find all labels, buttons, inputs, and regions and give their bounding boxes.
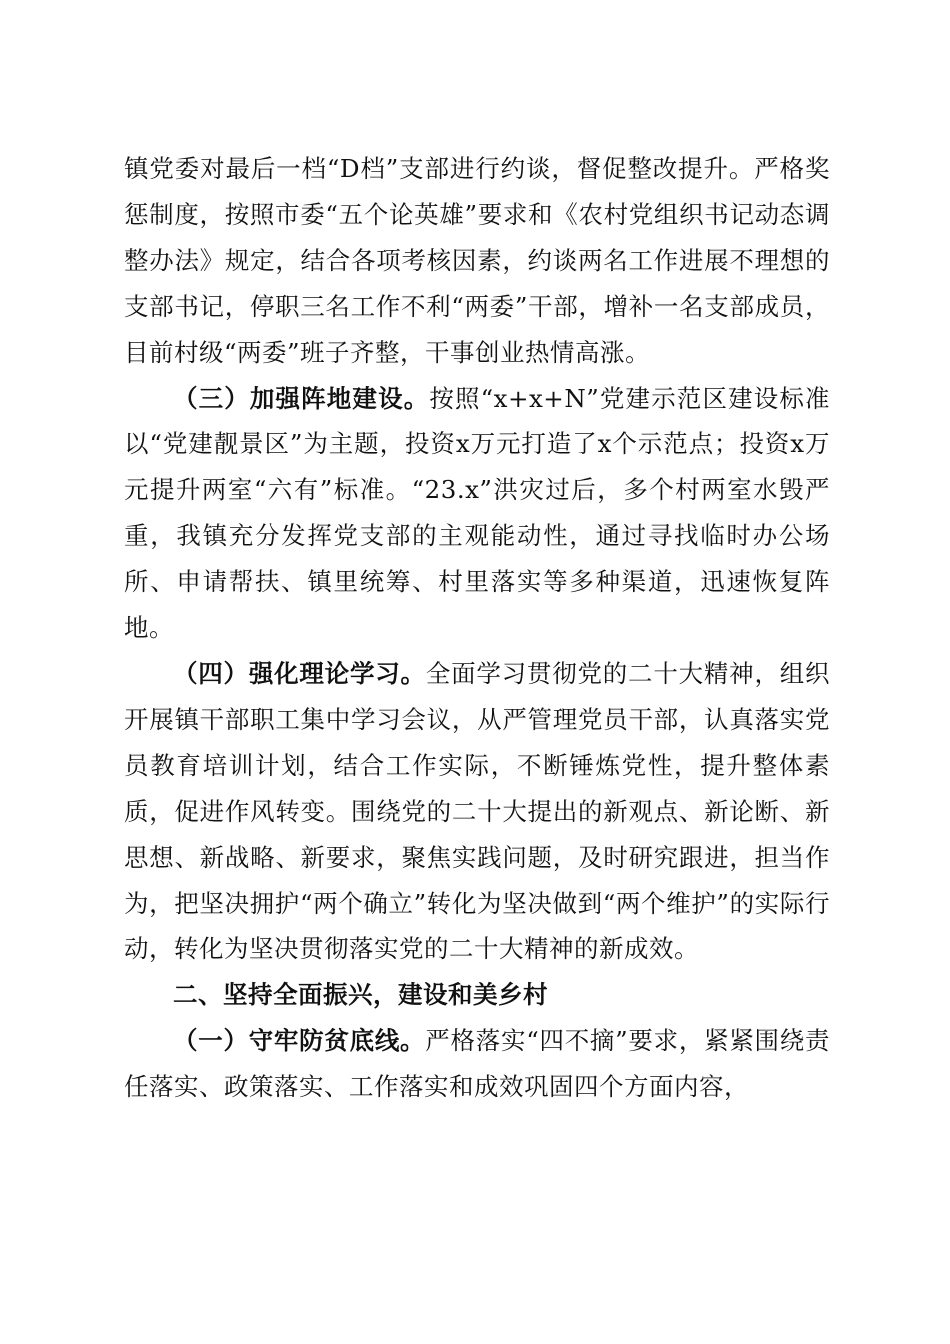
section-heading: 二、坚持全面振兴，建设和美乡村 [173,980,548,1010]
paragraph-text: 镇党委对最后一档“D档”支部进行约谈，督促整改提升。严格奖惩制度，按照市委“五个论英雄”要求和《农村党组织书记动态调整办法》规定，结合各项考核因素，约谈两名工作进展不理想的支部书记，停职三名工作不利“两委”干部，增补一名支部成员，目前村级“两委”班子齐整，干事创业热情高涨。 [124,154,830,367]
paragraph-position-building [124,376,830,651]
paragraph-lead: （一）守牢防贫底线。 [173,1026,426,1056]
document-page [124,146,830,1110]
paragraph-text: 严格落实“四不摘”要求，紧紧围绕责任落实、政策落实、工作落实和成效巩固四个方面内容， [124,1026,830,1102]
paragraph-theory-study [124,651,830,972]
paragraph-continuation [124,146,830,376]
paragraph-lead: （四）强化理论学习。 [173,658,426,688]
paragraph-lead: （三）加强阵地建设。 [173,383,430,413]
paragraph-poverty-prevention [124,1018,830,1110]
paragraph-text: 按照“x+x+N”党建示范区建设标准以“党建靓景区”为主题，投资x万元打造了x个示范点；投资x万元提升两室“六有”标准。“23.x”洪灾过后，多个村两室水毁严重，我镇充分发挥党支部的主观能动性，通过寻找临时办公场所、申请帮扶、镇里统筹、村里落实等多种渠道，迅速恢复阵地。 [124,383,830,643]
paragraph-text: 全面学习贯彻党的二十大精神，组织开展镇干部职工集中学习会议，从严管理党员干部，认真落实党员教育培训计划，结合工作实际，不断锤炼党性，提升整体素质，促进作风转变。围绕党的二十大提出的新观点、新论断、新思想、新战略、新要求，聚焦实践问题，及时研究跟进，担当作为，把坚决拥护“两个确立”转化为坚决做到“两个维护”的实际行动，转化为坚决贯彻落实党的二十大精神的新成效。 [124,658,831,964]
